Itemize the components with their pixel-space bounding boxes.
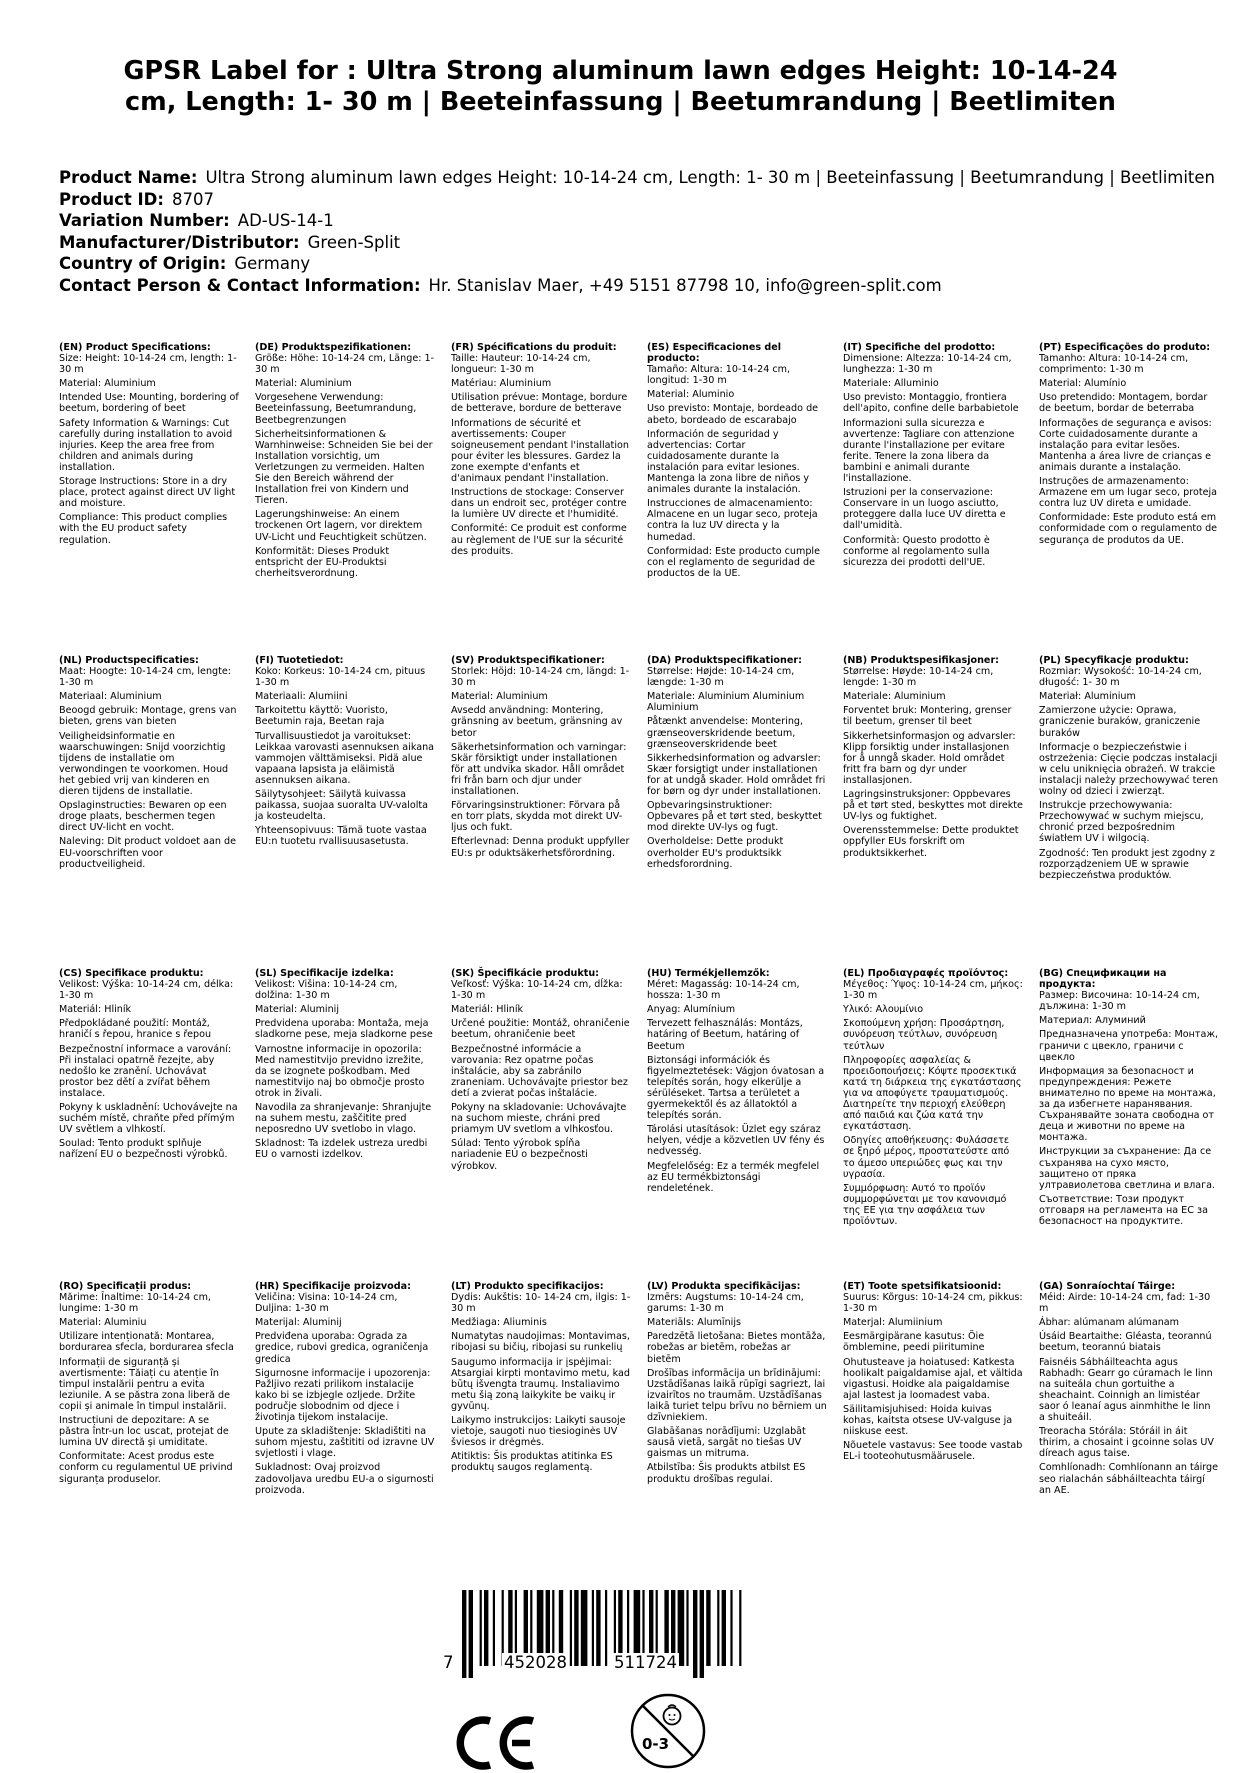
spec-column	[647, 342, 827, 582]
spec-line: Mărime: Înaltime: 10-14-24 cm, lungime: 1-30 m	[59, 1292, 211, 1315]
product-id-label: Product ID:	[59, 189, 164, 209]
spec-line: Koko: Korkeus: 10-14-24 cm, pituus 1-30 m	[255, 666, 426, 689]
spec-line: Upute za skladištenje: Skladištiti na suhom mjestu, zaštititi od izravne UV svjetlosti i vlage.	[255, 1426, 435, 1460]
spec-line: Información de seguridad y advertencias: Cortar cuidadosamente durante la instalación para evitar lesiones. Mantenga la zona libre de niños y animales durante la instalación.	[647, 428, 810, 496]
spec-line: Opslaginstructies: Bewaren op een droge plaats, beschermen tegen direct UV-licht en vocht.	[59, 800, 227, 834]
spec-line: Μέγεθος: Ύψος: 10-14-24 cm, μήκος: 1-30 m	[843, 979, 1023, 1002]
spec-line: Säkerhetsinformation och varningar: Skär försiktigt under installationen för att undvika skador. Håll området fri från barn och djur under installationen.	[451, 741, 627, 798]
spec-line: Material: Aluminiu	[59, 1317, 147, 1329]
spec-line: Storlek: Höjd: 10-14-24 cm, längd: 1-30 m	[451, 666, 630, 689]
spec-line: Uso pretendido: Montagem, bordar de beetum, bordar de beterraba	[1039, 392, 1208, 415]
spec-line: Velikost: Výška: 10-14-24 cm, délka: 1-30 m	[59, 979, 234, 1002]
spec-line: Material: Aluminij	[255, 1004, 339, 1016]
spec-line: Naleving: Dit product voldoet aan de EU-voorschriften voor productveiligheid.	[59, 836, 236, 870]
spec-line: Sukladnost: Ovaj proizvod zadovoljava uredbu EU-a o sigurnosti proizvoda.	[255, 1462, 434, 1496]
spec-line: Materijal: Aluminij	[255, 1317, 342, 1329]
spec-line: Informations de sécurité et avertissements: Couper soigneusement pendant l'installation pour éviter les blessures. Gardez la zone exempte d'enfants et d'animaux pendant l'installation.	[451, 417, 629, 485]
spec-line: Overholdelse: Dette produkt overholder EU's produktsikk erhedsforordning.	[647, 836, 784, 870]
spec-line: Matériau: Aluminium	[451, 378, 552, 390]
spec-column	[59, 1281, 239, 1488]
spec-line: Safety Information & Warnings: Cut carefully during installation to avoid injuries. Keep the area free from children and animals during installation.	[59, 417, 233, 473]
spec-line: Информация за безопасност и предупреждения: Режете внимателно по време на монтажа, за да избегнете наранявания. Съхранявайте зоната свободна от деца и животни по време на монтажа.	[1039, 1065, 1216, 1144]
spec-line: Pokyny na skladovanie: Uchovávajte na suchom mieste, chráni pred priamym UV svetlom a vlhkosťou.	[451, 1102, 627, 1136]
spec-heading: (DA) Produktspecifikationer:	[647, 655, 802, 666]
spec-line: Съответствие: Този продукт отговаря на регламента на ЕС за безопасност на продуктите.	[1039, 1193, 1208, 1227]
spec-line: Ohutusteave ja hoiatused: Katkesta hoolikalt paigaldamise ajal, et vältida vigastusi. Hoidke ala paigaldamise ajal lastest ja loomadest vaba.	[843, 1356, 1023, 1401]
spec-line: Comhlíonadh: Comhlíonann an táirge seo rialachán sábháilteachta táirgí an AE.	[1039, 1462, 1219, 1496]
spec-line: Informações de segurança e avisos: Corte cuidadosamente durante a instalação para evitar lesões. Mantenha a área livre de crianças e animais durante a instalação.	[1039, 417, 1212, 473]
spec-line: Nõuetele vastavus: See toode vastab EL-i tooteohutusmäärusele.	[843, 1440, 1023, 1463]
spec-line: Vorgesehene Verwendung: Beeteinfassung, Beetumrandung, Beetbegrenzungen	[255, 392, 417, 426]
spec-column	[59, 342, 239, 549]
spec-line: Efterlevnad: Denna produkt uppfyller EU:s pr oduktsäkerhetsförordning.	[451, 836, 630, 859]
spec-column	[59, 655, 239, 873]
spec-column	[843, 1281, 1023, 1465]
spec-line: Pokyny k uskladnění: Uchovávejte na suchém místě, chraňte před přímým UV světlem a vlhkostí.	[59, 1102, 238, 1136]
spec-line: Предназначена употреба: Монтаж, граничи с цвекло, граничи с цвекло	[1039, 1029, 1219, 1063]
manufacturer-row	[59, 232, 1234, 254]
spec-line: Paredzētā lietošana: Bietes montāža, robežas ar bietēm, robežas ar bietēm	[647, 1331, 826, 1365]
country-value: Germany	[234, 254, 311, 273]
spec-line: Predvidena uporaba: Montaža, meja sladkorne pese, meja sladkorne pese	[255, 1018, 433, 1041]
spec-heading: (NB) Produktspesifikasjoner:	[843, 655, 1000, 666]
spec-line: Tervezett felhasználás: Montázs, határing of Beetum, határing of Beetum	[647, 1018, 803, 1052]
spec-column	[843, 342, 1023, 571]
spec-line: Konformität: Dieses Produkt entspricht der EU-Produktsi cherheitsverordnung.	[255, 545, 390, 579]
spec-line: Dydis: Aukštis: 10- 14-24 cm, ilgis: 1- 30 m	[451, 1292, 631, 1315]
spec-line: Säilitamisjuhised: Hoida kuivas kohas, kaitsta otsese UV-valguse ja niiskuse eest.	[843, 1403, 1013, 1438]
spec-line: Materiale: Aluminium Aluminium Aluminium	[647, 691, 805, 714]
ce-mark-icon	[456, 1713, 537, 1773]
spec-line: Lagerungshinweise: An einem trockenen Ort lagern, vor direktem UV-Licht und Feuchtigkeit schützen.	[255, 509, 427, 543]
spec-line: Tamaño: Altura: 10-14-24 cm, longitud: 1-30 m	[647, 364, 791, 387]
spec-column	[451, 968, 631, 1175]
spec-line: Instruções de armazenamento: Armazene em um lugar seco, proteja contra luz UV direta e umidade.	[1039, 476, 1218, 510]
spec-line: Treoracha Stórála: Stóráil in áit thirim, a chosaint i gcoinne solas UV díreach agus taise.	[1039, 1426, 1214, 1460]
spec-line: Veiligheidsinformatie en waarschuwingen: Snijd voorzichtig tijdens de installatie om verwondingen te voorkomen. Houd het gebied vrij van kinderen en dieren tijdens de installatie.	[59, 730, 229, 798]
spec-line: Biztonsági információk és figyelmeztetések: Vágjon óvatosan a telepítés során, hogy elkerülje a sérüléseket. Tartsa a területet a gyermekektől és az állatoktól a telepítés során.	[647, 1054, 825, 1122]
spec-line: Veľkosť: Výška: 10-14-24 cm, dĺžka: 1-30 m	[451, 979, 623, 1002]
spec-column	[1039, 655, 1219, 884]
spec-line: Úsáid Beartaithe: Gléasta, teorannú beetum, teorannú biatais	[1039, 1331, 1212, 1354]
spec-column	[59, 968, 239, 1164]
spec-line: Οδηγίες αποθήκευσης: Φυλάσσετε σε ξηρό μέρος, προστατεύστε από το άμεσο υπεριώδες φως και την υγρασία.	[843, 1135, 1010, 1180]
spec-line: Súlad: Tento výrobok spĺňa nariadenie EÚ o bezpečnosti výrobkov.	[451, 1138, 588, 1172]
product-name-value: Ultra Strong aluminum lawn edges Height: 10-14-24 cm, Length: 1- 30 m | Beeteinfassung | Beetumrandung | Beetlimiten	[205, 168, 1216, 187]
product-name-row	[59, 167, 1234, 189]
spec-line: Compliance: This product complies with the EU product safety regulation.	[59, 512, 228, 546]
spec-line: Skladnost: Ta izdelek ustreza uredbi EU o varnosti izdelkov.	[255, 1138, 428, 1161]
spec-heading: (NL) Productspecificaties:	[59, 655, 199, 666]
spec-line: Laikymo instrukcijos: Laikyti sausoje vietoje, saugoti nuo tiesioginės UV šviesos ir drėgmės.	[451, 1415, 626, 1449]
spec-line: Material: Aluminium	[59, 378, 156, 390]
spec-heading: (RO) Specificații produs:	[59, 1281, 192, 1292]
spec-line: Dimensione: Altezza: 10-14-24 cm, lunghezza: 1-30 m	[843, 353, 1012, 376]
spec-line: Materiaal: Aluminium	[59, 691, 162, 703]
country-row	[59, 253, 1234, 275]
spec-column	[255, 1281, 435, 1499]
spec-column	[451, 342, 631, 560]
spec-line: Size: Height: 10-14-24 cm, length: 1-30 m	[59, 353, 237, 376]
variation-number-value: AD-US-14-1	[237, 211, 334, 230]
spec-heading: (PT) Especificações do produto:	[1039, 342, 1211, 353]
spec-line: Méret: Magasság: 10-14-24 cm, hossza: 1-30 m	[647, 979, 800, 1002]
spec-line: Material: Aluminium	[451, 691, 548, 703]
barcode-digits-mid: 452028	[504, 1653, 567, 1672]
spec-column	[1039, 968, 1219, 1230]
spec-heading: (DE) Produktspezifikationen:	[255, 342, 412, 353]
spec-line: Materiaali: Alumiini	[255, 691, 348, 703]
spec-heading: (ET) Toote spetsifikatsioonid:	[843, 1281, 1002, 1292]
spec-heading: (LT) Produkto specifikacijos:	[451, 1281, 604, 1292]
spec-column	[451, 655, 631, 862]
spec-column	[451, 1281, 631, 1477]
product-id-row	[59, 189, 1234, 211]
spec-heading: (HR) Specifikacije proizvoda:	[255, 1281, 411, 1292]
spec-line: Conformitate: Acest produs este conform cu regulamentul UE privind siguranța produselor.	[59, 1451, 233, 1485]
barcode-digits-right: 511724	[614, 1653, 677, 1672]
spec-line: Uso previsto: Montaje, bordeado de abeto, bordeado de escarabajo	[647, 403, 819, 426]
spec-line: Glabāšanas norādījumi: Uzglabāt sausā vietā, sargāt no tiešas UV gaismas un mitruma.	[647, 1426, 806, 1460]
spec-column	[647, 1281, 827, 1488]
spec-heading: (FI) Tuotetiedot:	[255, 655, 344, 666]
spec-line: Conformità: Questo prodotto è conforme al regolamento sulla sicurezza dei prodotti dell'UE.	[843, 534, 990, 568]
spec-line: Varnostne informacije in opozorila: Med namestitvijo previdno izrežite, da se izognete poškodbam. Med namestitvijo naj bo območje prosto otrok in živali.	[255, 1043, 425, 1099]
spec-column	[255, 655, 435, 851]
spec-line: Größe: Höhe: 10-14-24 cm, Länge: 1-30 m	[255, 353, 435, 376]
spec-line: Informacje o bezpieczeństwie i ostrzeżenia: Cięcie podczas instalacji w celu uniknięcia obrażeń. W trakcie instalacji należy przechowywać teren wolny od dzieci i zwierząt.	[1039, 741, 1219, 798]
spec-column	[1039, 1281, 1219, 1499]
spec-line: Eesmärgipärane kasutus: Õie ömblemine, peedi piiritumine	[843, 1331, 985, 1354]
spec-line: Storage Instructions: Store in a dry place, protect against direct UV light and moisture.	[59, 476, 236, 510]
spec-line: Megfelelőség: Ez a termék megfelel az EU termékbiztonsági rendeletének.	[647, 1160, 820, 1194]
spec-line: Σκοπούμενη χρήση: Προσάρτηση, συνόρευση τεύτλων, συνόρευση τεύτλων	[843, 1018, 1005, 1052]
contact-row	[59, 275, 1234, 297]
spec-heading: (EL) Προδιαγραφές προϊόντος:	[843, 968, 1009, 979]
spec-line: Určené použitie: Montáž, ohraničenie beetum, ohraničenie beet	[451, 1018, 630, 1041]
spec-heading: (SV) Produktspecifikationer:	[451, 655, 605, 666]
spec-line: Zamierzone użycie: Oprawa, graniczenie buraków, graniczenie buraków	[1039, 705, 1201, 739]
spec-line: Tarkoitettu käyttö: Vuoristo, Beetumin raja, Beetan raja	[255, 705, 388, 728]
contact-label: Contact Person & Contact Information:	[59, 275, 421, 295]
spec-line: Medžiaga: Aliuminis	[451, 1317, 547, 1329]
product-info	[59, 167, 1234, 296]
country-label: Country of Origin:	[59, 254, 227, 273]
spec-line: Instructions de stockage: Conserver dans un endroit sec, protéger contre la lumière UV directe et l'humidité.	[451, 487, 627, 521]
spec-heading: (SL) Specifikacije izdelka:	[255, 968, 394, 979]
spec-line: Πληροφορίες ασφαλείας & προειδοποιήσεις: Κόψτε προσεκτικά κατά τη διάρκεια της εγκατάστασης για να αποφύγετε τραυματισμούς. Διατηρείτε την περιοχή ελεύθερη από παιδιά και ζώα κατά την εγκατάσταση.	[843, 1054, 1022, 1133]
spec-column	[255, 342, 435, 582]
spec-column	[1039, 342, 1219, 549]
spec-line: Méid: Airde: 10-14-24 cm, fad: 1-30 m	[1039, 1292, 1211, 1315]
spec-line: Størrelse: Højde: 10-14-24 cm, længde: 1-30 m	[647, 666, 795, 689]
variation-number-row	[59, 210, 1234, 232]
spec-heading: (SK) Špecifikácie produktu:	[451, 968, 600, 979]
spec-line: Maat: Hoogte: 10-14-24 cm, lengte: 1-30 m	[59, 666, 232, 689]
spec-line: Informazioni sulla sicurezza e avvertenze: Tagliare con attenzione durante l'installazione per evitare ferite. Tenere la zona libera da bambini e animali durante l'installazione.	[843, 417, 1015, 485]
barcode-digit-left: 7	[443, 1653, 454, 1672]
spec-line: Instrucciones de almacenamiento: Almacene en un lugar seco, proteja contra la luz UV directa y la humedad.	[647, 498, 818, 543]
spec-line: Atbilstība: Šis produkts atbilst ES produktu drošības regulai.	[647, 1462, 806, 1485]
spec-line: Suurus: Kõrgus: 10-14-24 cm, pikkus: 1-30 m	[843, 1292, 1023, 1315]
spec-line: Materiál: Hliník	[451, 1004, 524, 1016]
spec-heading: (PL) Specyfikacje produktu:	[1039, 655, 1189, 666]
spec-line: Sigurnosne informacije i upozorenja: Pažljivo rezati prilikom instalacije kako bi se izbjegle ozljede. Držite područje slobodnim od djece i životinja tijekom instalacije.	[255, 1367, 431, 1424]
spec-line: Predviđena uporaba: Ograda za gredice, rubovi gredica, ograničenja gredica	[255, 1331, 429, 1365]
spec-line: Overensstemmelse: Dette produktet oppfyller EUs forskrift om produktsikkerhet.	[843, 825, 1019, 859]
manufacturer-label: Manufacturer/Distributor:	[59, 232, 300, 252]
spec-line: Conformidad: Este producto cumple con el reglamento de seguridad de productos de la UE.	[647, 545, 820, 579]
spec-heading: (CS) Specifikace produktu:	[59, 968, 204, 979]
spec-line: Soulad: Tento produkt splňuje nařízení EU o bezpečnosti výrobků.	[59, 1138, 228, 1161]
spec-line: Förvaringsinstruktioner: Förvara på en torr plats, skydda mot direkt UV-ljus och fukt.	[451, 800, 623, 834]
page-title: GPSR Label for : Ultra Strong aluminum lawn edges Height: 10-14-24 cm, Length: 1- 30 m | Beeteinfassung | Beetumrandung | Beetlimiten	[123, 56, 1118, 117]
spec-line: Saugumo informacija ir įspėjimai: Atsargiai kirpti montavimo metu, kad būtų išvengta traumų. Instaliavimo metu šią zoną laikykite be vaikų ir gyvūnų.	[451, 1356, 630, 1412]
spec-line: Turvallisuustiedot ja varoitukset: Leikkaa varovasti asennuksen aikana vammojen välttämiseksi. Pidä alue vapaana lapsista ja eläimistä asennuksen aikana.	[255, 730, 435, 786]
spec-column	[255, 968, 435, 1164]
spec-line: Инструкции за съхранение: Да се съхранява на сухо място, защитено от пряка ултравиолетова светлина и влага.	[1039, 1146, 1216, 1191]
variation-number-label: Variation Number:	[59, 211, 230, 230]
spec-line: Materiāls: Alumīnijs	[647, 1317, 741, 1329]
spec-line: Instrukcje przechowywania: Przechowywać w suchym miejscu, chronić przed bezpośrednim światłem UV i wilgocią.	[1039, 800, 1204, 845]
spec-line: Bezpečnostné informácie a varovania: Rez opatrne počas inštalácie, aby sa zabránilo zraneniam. Uchovávajte priestor bez detí a zvierat počas inštalácie.	[451, 1043, 628, 1099]
spec-line: Tárolási utasítások: Üzlet egy száraz helyen, védje a közvetlen UV fény és nedvesség.	[647, 1124, 825, 1158]
spec-line: Utilizare intenționată: Montarea, bordurarea sfecla, bordurarea sfecla	[59, 1331, 234, 1354]
spec-line: Izmērs: Augstums: 10-14-24 cm, garums: 1-30 m	[647, 1292, 804, 1315]
spec-line: Opbevaringsinstruktioner: Opbevares på et tørt sted, beskyttet mod direkte UV-lys og fugt.	[647, 800, 822, 834]
spec-line: Uso previsto: Montaggio, frontiera dell'apito, confine delle barbabietole	[843, 392, 1019, 415]
spec-line: Zgodność: Ten produkt jest zgodny z rozporządzeniem UE w sprawie bezpieczeństwa produktów.	[1039, 847, 1215, 881]
spec-heading: (ES) Especificaciones del producto:	[647, 342, 782, 365]
spec-line: Atitiktis: Šis produktas atitinka ES produktų saugos reglamentą.	[451, 1451, 613, 1474]
spec-line: Materjal: Alumiinium	[843, 1317, 943, 1329]
spec-line: Sikkerhetsinformasjon og advarsler: Klipp forsiktig under installasjonen for å unngå skader. Hold området fritt fra barn og dyr under installasjonen.	[843, 730, 1016, 786]
spec-line: Размер: Височина: 10-14-24 cm, дължина: 1-30 m	[1039, 990, 1200, 1013]
contact-value: Hr. Stanislav Maer, +49 5151 87798 10, info@green-split.com	[428, 275, 942, 295]
spec-column	[647, 655, 827, 873]
spec-line: Conformité: Ce produit est conforme au règlement de l'UE sur la sécurité des produits.	[451, 523, 627, 557]
spec-column	[843, 655, 1023, 862]
spec-line: Utilisation prévue: Montage, bordure de betterave, bordure de betterave	[451, 392, 628, 415]
spec-heading: (IT) Specifiche del prodotto:	[843, 342, 996, 353]
spec-line: Navodila za shranjevanje: Shranjujte na suhem mestu, zaščitite pred neposredno UV svetlobo in vlago.	[255, 1102, 432, 1136]
spec-line: Material: Aluminio	[647, 389, 735, 401]
spec-line: Beoogd gebruik: Montage, grens van bieten, grens van bieten	[59, 705, 237, 728]
spec-column	[647, 968, 827, 1197]
spec-line: Faisnéis Sábháilteachta agus Rabhadh: Gearr go cúramach le linn na suiteála chun gortuithe a sheachaint. Coinnigh an limistéar saor ó leanaí agus ainmhithe le linn a shuiteáil.	[1039, 1356, 1213, 1424]
spec-heading: (FR) Spécifications du produit:	[451, 342, 617, 353]
spec-line: Tamanho: Altura: 10-14-24 cm, comprimento: 1-30 m	[1039, 353, 1189, 376]
spec-line: Forventet bruk: Montering, grenser til beetum, grenser til beet	[843, 705, 1012, 728]
age-range-text: 0-3	[642, 1735, 670, 1753]
spec-line: Bezpečnostní informace a varování: Při instalaci opatrně řezejte, aby nedošlo ke zranění. Uchovávat prostor bez dětí a zvířat během instalace.	[59, 1043, 232, 1099]
spec-line: Materiál: Hliník	[59, 1004, 132, 1016]
spec-line: Taille: Hauteur: 10-14-24 cm, longueur: 1-30 m	[451, 353, 591, 376]
spec-line: Velikost: Višina: 10-14-24 cm, dolžina: 1-30 m	[255, 979, 398, 1002]
spec-line: Sicherheitsinformationen & Warnhinweise: Schneiden Sie bei der Installation vorsichtig, um Verletzungen zu vermeiden. Halten Sie den Bereich während der Installation frei von Kindern und Tieren.	[255, 428, 433, 507]
spec-line: Påtænkt anvendelse: Montering, grænseoverskridende beetum, grænseoverskridende beet	[647, 716, 804, 750]
spec-line: Υλικό: Αλουμίνιο	[843, 1004, 924, 1016]
spec-line: Veličina: Visina: 10-14-24 cm, Duljina: 1-30 m	[255, 1292, 398, 1315]
spec-line: Avsedd användning: Montering, gränsning av beetum, gränsning av betor	[451, 705, 623, 739]
spec-line: Συμμόρφωση: Αυτό το προϊόν συμμορφώνεται με τον κανονισμό της ΕΕ για την ασφάλεια των προϊόντων.	[843, 1182, 1007, 1227]
spec-heading: (HU) Termékjellemzők:	[647, 968, 770, 979]
spec-line: Materiale: Alluminio	[843, 378, 939, 390]
spec-line: Numatytas naudojimas: Montavimas, ribojasi su bičių, ribojasi su runkelių	[451, 1331, 630, 1354]
spec-line: Säilytysohjeet: Säilytä kuivassa paikassa, suojaa suoralta UV-valolta ja kosteudelta.	[255, 789, 429, 823]
spec-line: Material: Aluminium	[255, 378, 352, 390]
spec-heading: (GA) Sonraíochtaí Táirge:	[1039, 1281, 1176, 1292]
spec-line: Předpokládané použití: Montáž, hraničí s řepou, hranice s řepou	[59, 1018, 212, 1041]
spec-heading: (BG) Спецификации на продукта:	[1039, 968, 1167, 991]
spec-line: Conformidade: Este produto está em conformidade com o regulamento de segurança de produtos da UE.	[1039, 512, 1218, 546]
manufacturer-value: Green-Split	[307, 232, 401, 252]
spec-line: Størrelse: Høyde: 10-14-24 cm, lengde: 1-30 m	[843, 666, 994, 689]
spec-line: Intended Use: Mounting, bordering of beetum, bordering of beet	[59, 392, 239, 415]
spec-line: Instrucțiuni de depozitare: A se păstra într-un loc uscat, protejat de lumina UV directă și umiditate.	[59, 1415, 229, 1449]
spec-line: Materiale: Aluminium	[843, 691, 946, 703]
spec-line: Materiał: Aluminium	[1039, 691, 1136, 703]
spec-line: Ábhar: alúmanam alúmanam	[1039, 1317, 1180, 1329]
product-name-label: Product Name:	[59, 168, 198, 187]
spec-line: Lagringsinstruksjoner: Oppbevares på et tørt sted, beskyttes mot direkte UV-lys og fuktighet.	[843, 789, 1023, 823]
spec-line: Материал: Алуминий	[1039, 1015, 1146, 1027]
spec-heading: (EN) Product Specifications:	[59, 342, 211, 353]
spec-line: Informații de siguranță și avertismente: Tăiați cu atenție în timpul instalării pentru a evita leziunile. A se păstra zona liberă de copii și animale în timpul instalării.	[59, 1356, 231, 1412]
not-for-children-0-3-icon	[628, 1691, 708, 1771]
spec-line: Anyag: Alumínium	[647, 1004, 736, 1016]
spec-line: Drošības informācija un brīdinājumi: Uzstādīšanas laikā rūpīgi sagriezt, lai izvairītos no traumām. Uzstādīšanas laikā turiet telpu brīvu no bērniem un dzīvniekiem.	[647, 1367, 827, 1424]
spec-line: Istruzioni per la conservazione: Conservare in un luogo asciutto, proteggere dalla luce UV diretta e dall'umidità.	[843, 487, 1006, 532]
spec-heading: (LV) Produkta specifikācijas:	[647, 1281, 801, 1292]
product-id-value: 8707	[171, 189, 214, 209]
spec-column	[843, 968, 1023, 1230]
spec-line: Rozmiar: Wysokość: 10-14-24 cm, długość: 1- 30 m	[1039, 666, 1202, 689]
spec-line: Sikkerhedsinformation og advarsler: Skær forsigtigt under installationen for at undgå skader. Hold området fri for børn og dyr under installationen.	[647, 752, 826, 798]
spec-line: Material: Alumínio	[1039, 378, 1127, 390]
spec-line: Yhteensopivuus: Tämä tuote vastaa EU:n tuotetu rvallisuusasetusta.	[255, 825, 427, 848]
